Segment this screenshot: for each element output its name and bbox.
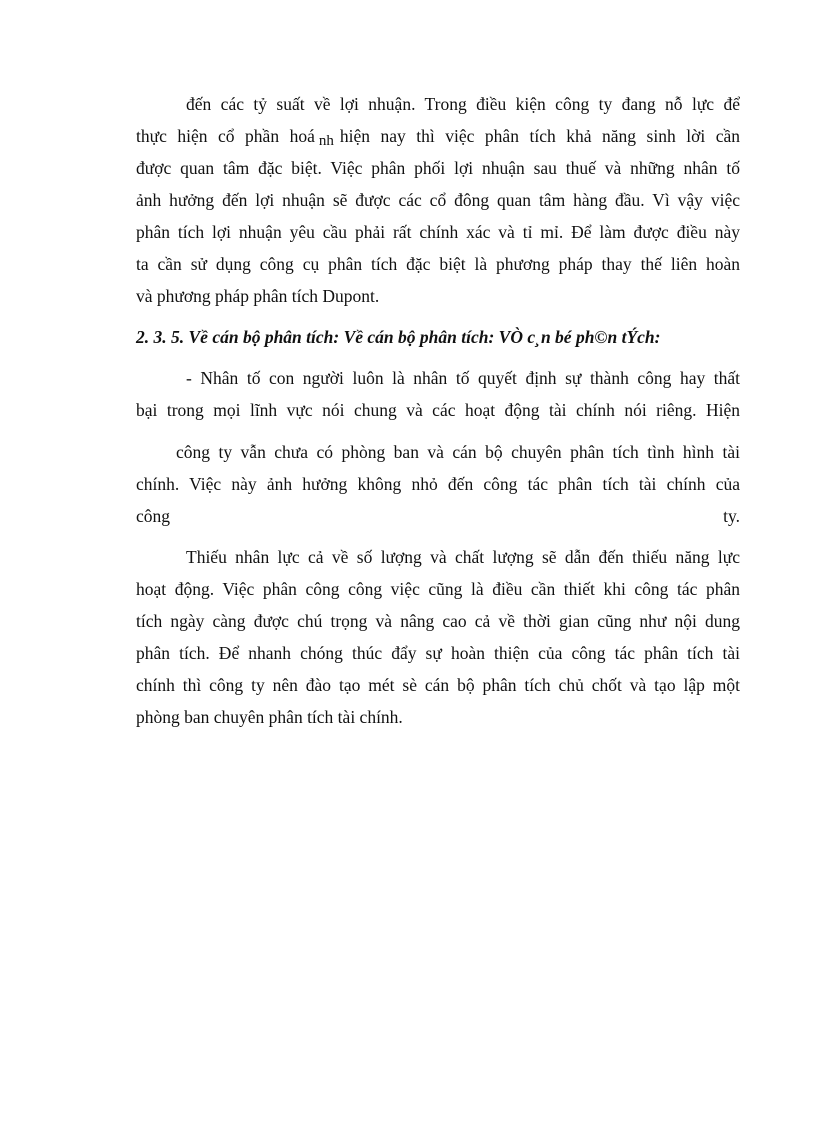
text-line: phòng ban chuyên phân tích tài chính. [136, 707, 403, 727]
text-line: đến các tỷ suất về lợi nhuận. Trong điều kiện công ty đang nỗ lực để [186, 94, 740, 114]
section-heading: 2. 3. 5. Về cán bộ phân tích: Về cán bộ phân tích: VÒ c¸n bé ph©n tÝch: [136, 327, 661, 347]
text-line [136, 505, 740, 527]
text-line: và phương pháp phân tích Dupont. [136, 286, 380, 306]
text-line: chính thì công ty nên đào tạo mét sè cán bộ phân tích chủ chốt và tạo lập một [136, 675, 740, 695]
text-line: phân tích. Để nhanh chóng thúc đẩy sự hoàn thiện của công tác phân tích tài [136, 643, 740, 663]
text-line: chính. Việc này ảnh hưởng không nhỏ đến công tác phân tích tài chính của [136, 474, 740, 494]
text-fragment: hiện nay thì việc phân tích khả năng sinh lời cần [339, 126, 741, 146]
text-fragment: thực hiện cổ phần hoá [136, 126, 315, 146]
text-line: tích ngày càng được chú trọng và nâng cao cả về thời gian cũng như nội dung [136, 611, 740, 631]
text-line: hoạt động. Việc phân công công việc cũng là điều cần thiết khi công tác phân [136, 579, 740, 599]
text-line: bại trong mọi lĩnh vực nói chung và các hoạt động tài chính nói riêng. Hiện [136, 400, 740, 420]
text-fragment: công [136, 506, 171, 526]
text-line: công ty vẫn chưa có phòng ban và cán bộ chuyên phân tích tình hình tài [176, 442, 740, 462]
text-line: được quan tâm đặc biệt. Việc phân phối lợi nhuận sau thuế và những nhân tố [136, 158, 740, 178]
text-line: ta cần sử dụng công cụ phân tích đặc biệt là phương pháp thay thế liên hoàn [136, 254, 740, 274]
text-fragment: nh [318, 133, 334, 149]
text-line: phân tích lợi nhuận yêu cầu phải rất chính xác và tỉ mỉ. Để làm được điều này [136, 222, 740, 242]
text-line: - Nhân tố con người luôn là nhân tố quyết định sự thành công hay thất [186, 368, 740, 388]
text-line [136, 125, 740, 149]
text-line: ảnh hưởng đến lợi nhuận sẽ được các cổ đông quan tâm hàng đầu. Vì vậy việc [136, 190, 740, 210]
text-line: Thiếu nhân lực cả về số lượng và chất lượng sẽ dẫn đến thiếu năng lực [186, 547, 740, 567]
text-fragment: ty. [723, 506, 740, 526]
